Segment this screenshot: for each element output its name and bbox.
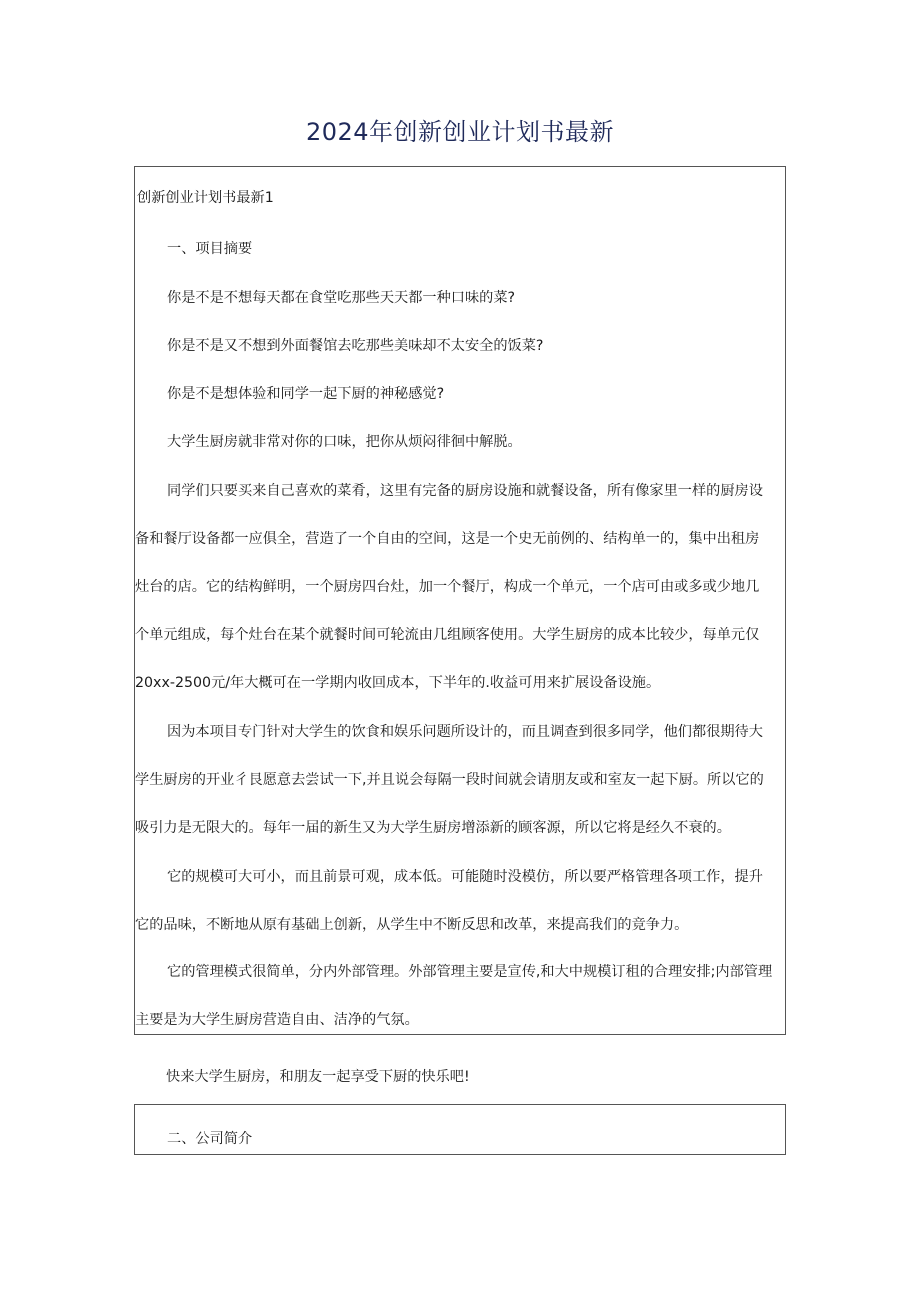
closing-slogan: 快来大学生厨房，和朋友一起享受下厨的快乐吧! [166,1069,470,1085]
content-table-cell [134,166,786,1035]
paragraph-line: 学生厨房的开业彳艮愿意去尝试一下,并且说会每隔一段时间就会请朋友或和室友一起下厨。所以它的 [135,772,764,788]
paragraph-target-market [135,708,787,852]
paragraph-line: 它的管理模式很简单，分内外部管理。外部管理主要是宣传,和大中规模订租的合理安排;内部管理 [167,964,773,980]
paragraph-line: 20xx-2500元/年大概可在一学期内收回成本，下半年的.收益可用来扩展设备设施。 [135,675,661,691]
section-title-company: 二、公司简介 [167,1131,253,1147]
paragraph-intro: 大学生厨房就非常对你的口味，把你从烦闷徘徊中解脱。 [167,434,522,450]
document-title: 2024年创新创业计划书最新 [305,118,615,146]
paragraph-scale [135,853,787,949]
content-table-cell-2 [134,1104,786,1155]
plan-heading: 创新创业计划书最新1 [137,190,274,206]
paragraph-line: 灶台的店。它的结构鲜明，一个厨房四台灶，加一个餐厅，构成一个单元，一个店可由或多或少地几 [135,579,760,595]
paragraph-line: 主要是为大学生厨房营造自由、洁净的气氛。 [135,1012,419,1028]
paragraph-management [135,948,787,1044]
question-3: 你是不是想体验和同学一起下厨的神秘感觉? [167,386,445,402]
question-2: 你是不是又不想到外面餐馆去吃那些美味却不太安全的饭菜? [167,338,544,354]
paragraph-line: 同学们只要买来自己喜欢的菜肴，这里有完备的厨房设施和就餐设备，所有像家里一样的厨房设 [167,483,763,499]
paragraph-line: 因为本项目专门针对大学生的饮食和娱乐问题所设计的，而且调查到很多同学，他们都很期待大 [167,724,763,740]
paragraph-line: 吸引力是无限大的。每年一届的新生又为大学生厨房增添新的顾客源，所以它将是经久不衰的。 [135,820,731,836]
section-title-summary: 一、项目摘要 [167,241,253,257]
paragraph-line: 它的品味，不断地从原有基础上创新，从学生中不断反思和改革，来提高我们的竞争力。 [135,917,689,933]
question-1: 你是不是不想每天都在食堂吃那些天天都一种口味的菜? [167,290,516,306]
paragraph-line: 它的规模可大可小，而且前景可观，成本低。可能随时没模仿，所以要严格管理各项工作，提升 [167,869,763,885]
paragraph-line: 备和餐厅设备都一应俱全，营造了一个自由的空间，这是一个史无前例的、结构单一的，集中出租房 [135,531,760,547]
paragraph-line: 个单元组成，每个灶台在某个就餐时间可轮流由几组顾客使用。大学生厨房的成本比较少，每单元仅 [135,627,760,643]
paragraph-facilities [135,467,787,707]
